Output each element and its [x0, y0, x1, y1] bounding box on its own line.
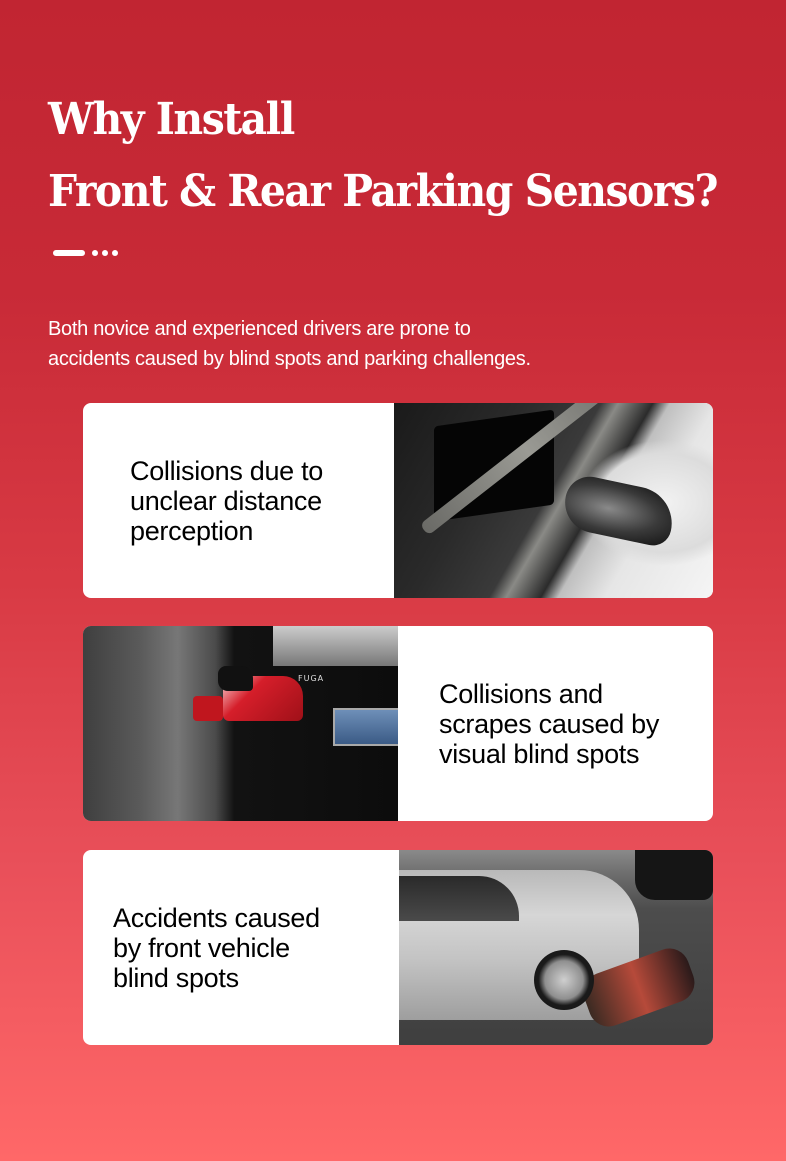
card-text	[83, 850, 399, 1045]
photo-car-badge: FUGA	[298, 674, 325, 683]
photo-rear-window	[273, 626, 398, 666]
card-text-line: visual blind spots	[439, 738, 640, 769]
photo-dark-car	[635, 850, 713, 900]
page-title	[48, 84, 717, 228]
photo-taillight-small	[193, 696, 223, 721]
reason-card-distance-perception	[83, 403, 713, 598]
card-text-line: by front vehicle	[113, 932, 290, 963]
photo-wheel	[534, 950, 594, 1010]
photo-car-window	[399, 876, 519, 921]
title-line-2: Front & Rear Parking Sensors?	[48, 166, 717, 217]
divider-pill	[53, 250, 85, 256]
intro-line-1: Both novice and experienced drivers are prone to	[48, 318, 471, 340]
photo-headlight	[559, 472, 678, 549]
photo-mirror	[218, 666, 253, 691]
divider-dot	[102, 250, 108, 256]
card-text-line: scrapes caused by	[439, 708, 660, 739]
card-text-line: Accidents caused	[113, 902, 320, 933]
card-text-line: Collisions due to	[130, 455, 324, 486]
intro-line-2: accidents caused by blind spots and parking challenges.	[48, 348, 531, 370]
title-line-1: Why Install	[48, 94, 294, 145]
card-text-line: perception	[130, 515, 254, 546]
card-text-line: Collisions and	[439, 678, 603, 709]
pill-and-dots-divider-icon	[53, 250, 118, 256]
card-text-line: blind spots	[113, 962, 239, 993]
photo-plate	[333, 708, 398, 746]
accident-photo	[399, 850, 713, 1045]
divider-dot	[92, 250, 98, 256]
intro-paragraph	[48, 314, 688, 374]
card-text-line: unclear distance	[130, 485, 322, 516]
card-text	[398, 626, 713, 821]
reason-card-visual-blind-spots	[83, 626, 713, 821]
reason-card-front-blind-spots	[83, 850, 713, 1045]
scrape-photo	[83, 626, 398, 821]
card-text	[83, 403, 394, 598]
collision-photo	[394, 403, 713, 598]
divider-dot	[112, 250, 118, 256]
